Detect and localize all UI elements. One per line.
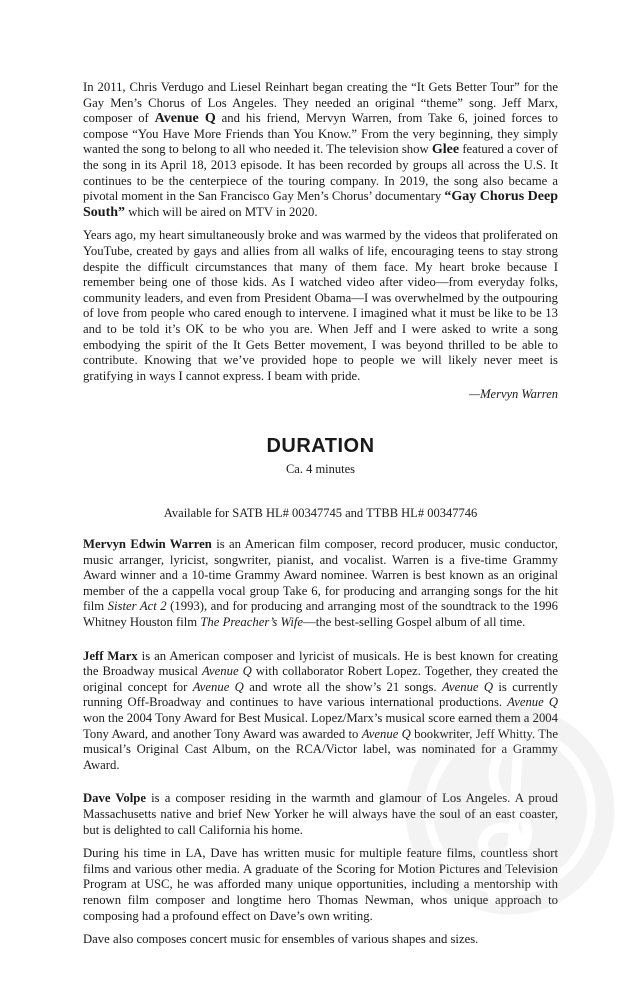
bio-volpe-paragraph-3: Dave also composes concert music for ensembles of various shapes and sizes.	[83, 932, 479, 947]
intro-paragraph-1: In 2011, Chris Verdugo and Liesel Reinhart began creating the “It Gets Better Tour” for the Gay Men’s Chorus of Los Angeles. They needed an original “theme” song. Jeff Marx, composer of Avenue Q and his friend, Mervyn Warren, from Take 6, joined forces to compose “You Have More Friends than You Know.” From the very beginning, they simply wanted the song to belong to all who needed it. The television show Glee featured a cover of the song in its April 18, 2013 episode. It has been recorded by groups all across the U.S. It continues to be the centerpiece of the touring company. In 2019, the song also became a pivotal moment in the San Francisco Gay Men’s Chorus’ documentary “Gay Chorus Deep South” which will be aired on MTV in 2020.	[83, 80, 558, 220]
attribution: —Mervyn Warren	[469, 387, 558, 402]
avenue-q-title: Avenue Q	[154, 111, 216, 127]
bio-warren: Mervyn Edwin Warren is an American film composer, record producer, music conductor, music arranger, lyricist, songwriter, pianist, and vocalist. Warren is a five-time Grammy Award winner and a 10-time Grammy Award nominee. Warren is best known as an original member of the a cappella vocal group Take 6, for producing and arranging songs for the hit film Sister Act 2 (1993), and for producing and arranging most of the soundtrack to the 1996 Whitney Houston film The Preacher’s Wife—the best-selling Gospel album of all time.	[83, 537, 558, 630]
bio-volpe: Dave Volpe is a composer residing in the warmth and glamour of Los Angeles. A proud Massachusetts native and brief New Yorker he will always have the soul of an east coaster, but is delighted to call California his home.	[83, 791, 558, 837]
intro-paragraph-2: Years ago, my heart simultaneously broke and was warmed by the videos that proliferated on YouTube, created by gays and allies from all walks of life, encouraging teens to stay strong despite the difficult circumstances that many of them face. My heart broke because I remember being one of those kids. As I watched video after video—from everyday folks, community leaders, and even from President Obama—I was overwhelmed by the outpouring of love from people who cared enough to intervene. I imagined what it must be like to be 13 and to be told it’s OK to be who you are. When Jeff and I were asked to write a song embodying the spirit of the It Gets Better movement, I was beyond thrilled to be able to contribute. Knowing that we’ve provided hope to people we will likely never meet is gratifying in ways I cannot express. I beam with pride.	[83, 228, 558, 383]
bio-marx-name: Jeff Marx	[83, 648, 138, 663]
duration-heading: DURATION	[266, 434, 375, 457]
document-page	[83, 80, 558, 948]
bio-marx: Jeff Marx is an American composer and lyricist of musicals. He is best known for creating the Broadway musical Avenue Q with collaborator Robert Lopez. Together, they created the original concept for Avenue Q and wrote all the show’s 21 songs. Avenue Q is currently running Off-Broadway and continues to have various international productions. Avenue Q won the 2004 Tony Award for Best Musical. Lopez/Marx’s musical score earned them a 2004 Tony Award, and another Tony Award was awarded to Avenue Q bookwriter, Jeff Whitty. The musical’s Original Cast Album, on the RCA/Victor label, was nominated for a Grammy Award.	[83, 648, 559, 772]
availability-line: Available for SATB HL# 00347745 and TTBB HL# 00347746	[163, 506, 478, 521]
bio-volpe-paragraph-2: During his time in LA, Dave has written music for multiple feature films, countless short films and various other media. A graduate of the Scoring for Motion Pictures and Television Program at USC, he was afforded many unique opportunities, including a mentorship with renown film composer and longtime hero Thomas Newman, whos unique approach to composing had a profound effect on Dave’s own writing.	[83, 846, 558, 923]
duration-value: Ca. 4 minutes	[285, 461, 356, 476]
bio-volpe-name: Dave Volpe	[83, 791, 146, 806]
bio-warren-name: Mervyn Edwin Warren	[83, 537, 212, 552]
glee-title: Glee	[431, 142, 460, 158]
documentary-title: “Gay Chorus Deep South”	[83, 189, 558, 220]
